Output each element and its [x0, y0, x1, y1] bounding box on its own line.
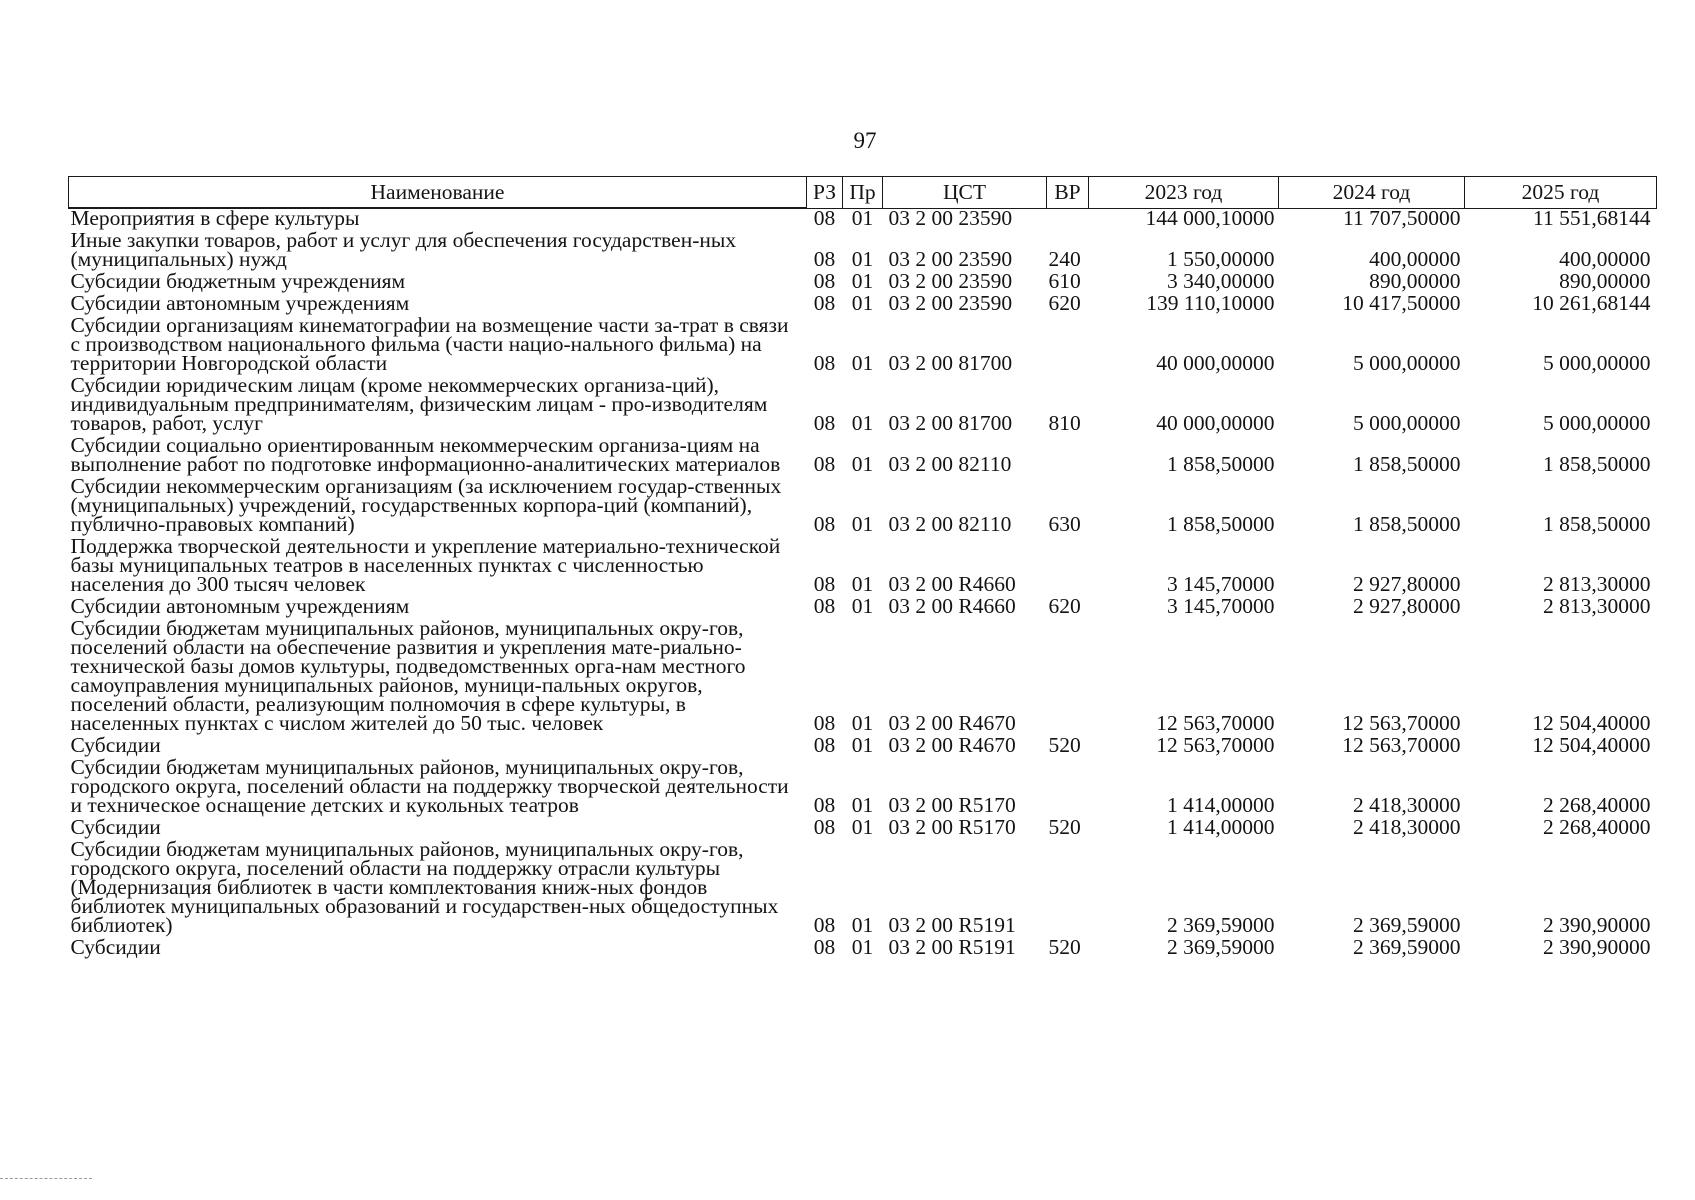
table-row [69, 376, 1657, 436]
row-cst: 03 2 00 R4660 [888, 572, 1016, 596]
row-cst: 03 2 00 23590 [888, 247, 1013, 271]
row-amount-2025: 12 504,40000 [1532, 733, 1651, 757]
row-vr [1047, 316, 1089, 376]
table-row [69, 316, 1657, 376]
row-name: Иные закупки товаров, работ и услуг для обеспечения государствен-ных (муниципальных) нужд [70, 228, 737, 271]
header-vr: ВР [1047, 177, 1089, 209]
row-amount-2024: 2 927,80000 [1353, 572, 1461, 596]
row-amount-2023: 144 000,10000 [1145, 206, 1275, 230]
row-rz: 08 [813, 935, 836, 959]
header-2024: 2024 год [1279, 177, 1465, 209]
row-amount-2024: 1 858,50000 [1353, 512, 1461, 536]
row-pr: 01 [851, 351, 874, 375]
header-rz: РЗ [807, 177, 843, 209]
row-rz: 08 [813, 291, 836, 315]
row-rz: 08 [813, 572, 836, 596]
row-amount-2023: 12 563,70000 [1156, 733, 1275, 757]
page-number: 97 [853, 128, 877, 153]
row-amount-2025: 2 390,90000 [1543, 935, 1651, 959]
table-row [69, 619, 1657, 736]
header-2025: 2025 год [1465, 177, 1657, 209]
row-pr: 01 [851, 711, 874, 735]
row-name: Субсидии бюджетам муниципальных районов, муниципальных окру-гов, поселений области на обеспечение развития и укрепления мате-риально-технической базы домов культуры, подведомственных орга-нам местного самоуправления муниципальных районов, муници-пальных округов, поселений области, реализующим полномочия в сфере культуры, в населенных пунктах с числом жителей до 50 тыс. человек [70, 616, 746, 735]
row-amount-2025: 2 813,30000 [1543, 594, 1651, 618]
row-amount-2024: 12 563,70000 [1342, 733, 1461, 757]
row-pr: 01 [851, 815, 874, 839]
row-amount-2023: 40 000,00000 [1156, 351, 1275, 375]
row-vr [1047, 619, 1089, 736]
row-amount-2024: 10 417,50000 [1342, 291, 1461, 315]
row-cst: 03 2 00 82110 [888, 512, 1012, 536]
row-rz: 08 [813, 512, 836, 536]
row-amount-2023: 3 340,00000 [1167, 269, 1275, 293]
row-name: Субсидии социально ориентированным некоммерческим организа-циям на выполнение работ по подготовке информационно-аналитических материалов [70, 433, 781, 476]
header-2023: 2023 год [1089, 177, 1279, 209]
row-amount-2025: 5 000,00000 [1543, 411, 1651, 435]
row-name: Субсидии автономным учреждениям [70, 291, 410, 315]
row-amount-2025: 890,00000 [1559, 269, 1651, 293]
row-amount-2023: 12 563,70000 [1156, 711, 1275, 735]
row-vr: 630 [1048, 512, 1081, 536]
row-cst: 03 2 00 23590 [888, 269, 1013, 293]
row-rz: 08 [813, 594, 836, 618]
row-amount-2023: 1 550,00000 [1167, 247, 1275, 271]
row-amount-2025: 1 858,50000 [1543, 512, 1651, 536]
row-name: Субсидии [70, 815, 161, 839]
row-rz: 08 [813, 351, 836, 375]
row-rz: 08 [813, 452, 836, 476]
row-rz: 08 [813, 411, 836, 435]
row-rz: 08 [813, 206, 836, 230]
row-amount-2024: 400,00000 [1369, 247, 1461, 271]
row-rz: 08 [813, 793, 836, 817]
row-name: Субсидии организациям кинематографии на возмещение части за-трат в связи с производством национального фильма (части нацио-нального фильма) на территории Новгородской области [70, 313, 789, 375]
row-amount-2024: 2 369,59000 [1353, 913, 1461, 937]
row-vr [1047, 208, 1089, 231]
scan-edge-mark [0, 1178, 92, 1179]
row-amount-2024: 5 000,00000 [1353, 351, 1461, 375]
row-amount-2024: 2 369,59000 [1353, 935, 1461, 959]
row-vr [1047, 758, 1089, 818]
row-vr [1047, 840, 1089, 938]
row-amount-2023: 1 858,50000 [1167, 512, 1275, 536]
row-name: Мероприятия в сфере культуры [70, 206, 360, 230]
row-amount-2025: 1 858,50000 [1543, 452, 1651, 476]
row-amount-2023: 139 110,10000 [1146, 291, 1275, 315]
row-pr: 01 [851, 291, 874, 315]
row-amount-2023: 3 145,70000 [1167, 594, 1275, 618]
row-amount-2024: 5 000,00000 [1353, 411, 1461, 435]
row-cst: 03 2 00 R5170 [888, 815, 1016, 839]
row-amount-2024: 12 563,70000 [1342, 711, 1461, 735]
row-amount-2023: 40 000,00000 [1156, 411, 1275, 435]
header-row [69, 177, 1657, 209]
header-pr: Пр [843, 177, 883, 209]
header-cst: ЦСТ [883, 177, 1047, 209]
table-body [69, 208, 1657, 960]
row-rz: 08 [813, 913, 836, 937]
table-row [69, 436, 1657, 477]
row-amount-2023: 2 369,59000 [1167, 913, 1275, 937]
table-row [69, 477, 1657, 537]
row-pr: 01 [851, 913, 874, 937]
row-amount-2025: 12 504,40000 [1532, 711, 1651, 735]
row-cst: 03 2 00 R4660 [888, 594, 1016, 618]
row-vr: 620 [1048, 594, 1081, 618]
row-pr: 01 [851, 512, 874, 536]
row-amount-2025: 5 000,00000 [1543, 351, 1651, 375]
row-vr: 620 [1048, 291, 1081, 315]
row-rz: 08 [813, 269, 836, 293]
row-cst: 03 2 00 R5170 [888, 793, 1016, 817]
row-amount-2024: 11 707,50000 [1343, 206, 1461, 230]
row-name: Субсидии [70, 733, 161, 757]
row-rz: 08 [813, 815, 836, 839]
row-pr: 01 [851, 572, 874, 596]
row-rz: 08 [813, 733, 836, 757]
row-vr [1047, 537, 1089, 597]
row-cst: 03 2 00 82110 [888, 452, 1012, 476]
row-cst: 03 2 00 81700 [888, 411, 1013, 435]
row-pr: 01 [851, 793, 874, 817]
row-amount-2025: 2 268,40000 [1543, 793, 1651, 817]
row-name: Субсидии некоммерческим организациям (за исключением государ-ственных (муниципальных) учреждений, государственных корпора-ций (компаний), публично-правовых компаний) [70, 474, 782, 536]
table-row [69, 537, 1657, 597]
budget-table [68, 176, 1657, 960]
table-row [69, 758, 1657, 818]
row-amount-2025: 2 813,30000 [1543, 572, 1651, 596]
row-vr: 810 [1048, 411, 1081, 435]
row-rz: 08 [813, 247, 836, 271]
row-cst: 03 2 00 R4670 [888, 733, 1016, 757]
table-row [69, 231, 1657, 272]
row-pr: 01 [851, 269, 874, 293]
row-cst: 03 2 00 R5191 [888, 935, 1016, 959]
header-name: Наименование [69, 177, 807, 209]
row-amount-2024: 2 927,80000 [1353, 594, 1461, 618]
row-amount-2024: 1 858,50000 [1353, 452, 1461, 476]
row-cst: 03 2 00 81700 [888, 351, 1013, 375]
row-vr: 520 [1048, 935, 1081, 959]
row-cst: 03 2 00 23590 [888, 206, 1013, 230]
row-pr: 01 [851, 247, 874, 271]
table-row [69, 938, 1657, 960]
row-pr: 01 [851, 594, 874, 618]
row-amount-2025: 10 261,68144 [1532, 291, 1651, 315]
row-name: Субсидии [70, 935, 161, 959]
row-pr: 01 [851, 935, 874, 959]
row-amount-2024: 2 418,30000 [1353, 793, 1461, 817]
table-row [69, 840, 1657, 938]
row-name: Субсидии юридическим лицам (кроме некоммерческих организа-ций), индивидуальным предпринимателям, физическим лицам - про-изводителям товаров, работ, услуг [70, 373, 768, 435]
row-pr: 01 [851, 452, 874, 476]
row-vr [1047, 436, 1089, 477]
row-amount-2023: 1 414,00000 [1167, 815, 1275, 839]
row-vr: 240 [1048, 247, 1081, 271]
row-cst: 03 2 00 23590 [888, 291, 1013, 315]
row-amount-2024: 2 418,30000 [1353, 815, 1461, 839]
row-name: Субсидии бюджетам муниципальных районов, муниципальных окру-гов, городского округа, поселений области на поддержку творческой деятельности и техническое оснащение детских и кукольных театров [70, 755, 789, 817]
row-name: Субсидии бюджетам муниципальных районов, муниципальных окру-гов, городского округа, поселений области на поддержку отрасли культуры (Модернизация библиотек в части комплектования книж-ных фондов библиотек муниципальных образований и государствен-ных общедоступных библиотек) [70, 837, 779, 937]
row-cst: 03 2 00 R4670 [888, 711, 1016, 735]
row-amount-2025: 400,00000 [1559, 247, 1651, 271]
row-vr: 610 [1048, 269, 1081, 293]
row-amount-2025: 2 268,40000 [1543, 815, 1651, 839]
row-amount-2025: 11 551,68144 [1533, 206, 1651, 230]
row-name: Поддержка творческой деятельности и укрепление материально-технической базы муниципальных театров в населенных пунктах с численностью населения до 300 тысяч человек [70, 534, 781, 596]
row-name: Субсидии бюджетным учреждениям [70, 269, 406, 293]
row-cst: 03 2 00 R5191 [888, 913, 1016, 937]
row-pr: 01 [851, 733, 874, 757]
row-amount-2023: 1 414,00000 [1167, 793, 1275, 817]
row-amount-2023: 1 858,50000 [1167, 452, 1275, 476]
row-rz: 08 [813, 711, 836, 735]
row-pr: 01 [851, 206, 874, 230]
row-amount-2025: 2 390,90000 [1543, 913, 1651, 937]
row-amount-2023: 3 145,70000 [1167, 572, 1275, 596]
row-amount-2024: 890,00000 [1369, 269, 1461, 293]
row-amount-2023: 2 369,59000 [1167, 935, 1275, 959]
row-name: Субсидии автономным учреждениям [70, 594, 410, 618]
row-pr: 01 [851, 411, 874, 435]
row-vr: 520 [1048, 815, 1081, 839]
row-vr: 520 [1048, 733, 1081, 757]
table-header [69, 177, 1657, 209]
